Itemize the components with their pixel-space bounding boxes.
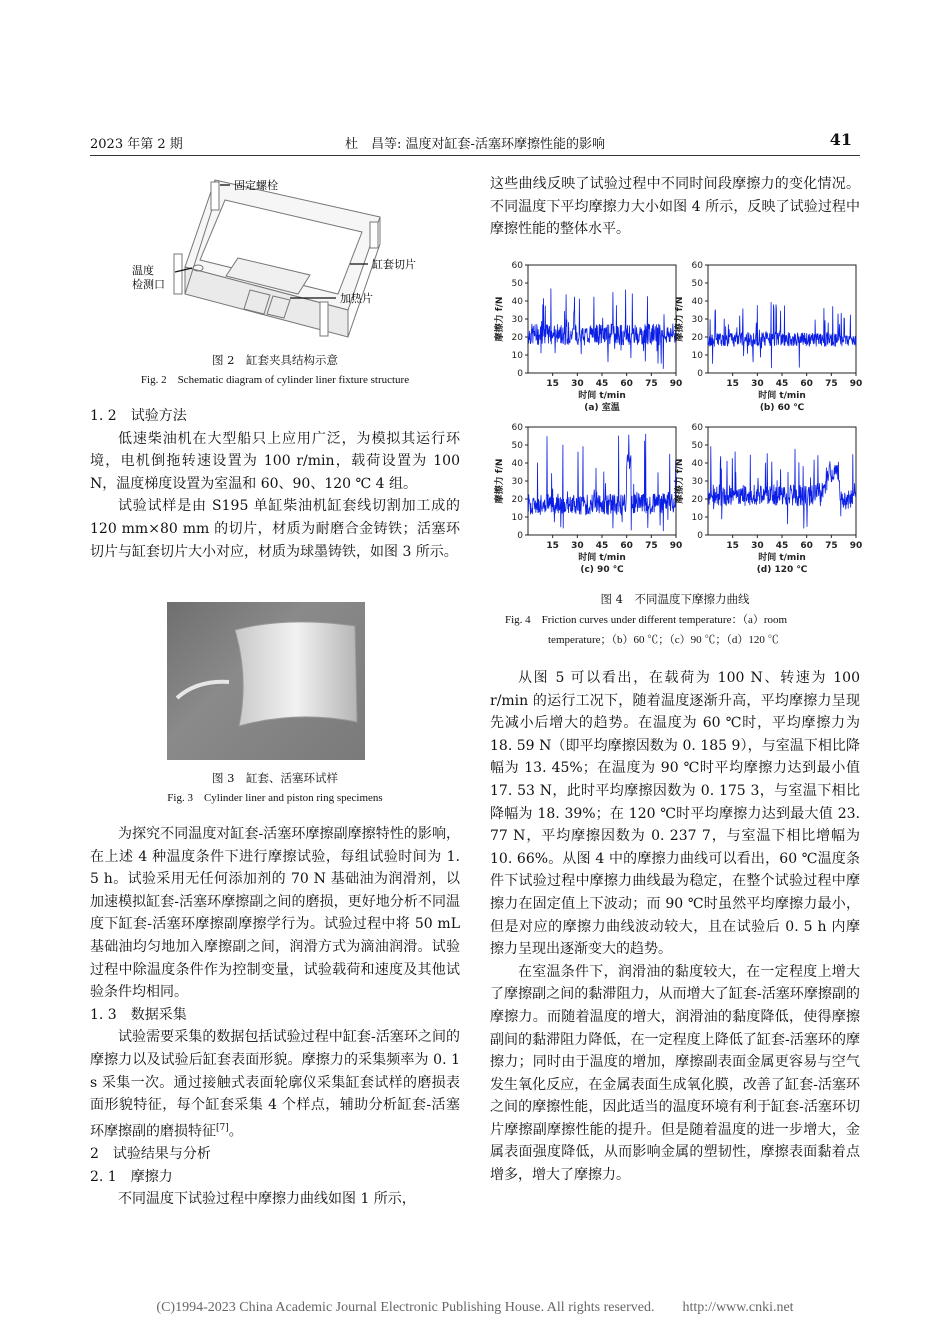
x-tick-label: 60 xyxy=(620,541,633,551)
x-tick-label: 15 xyxy=(726,379,739,389)
x-tick-label: 30 xyxy=(751,541,764,551)
plot-frame xyxy=(708,427,856,535)
plot-frame xyxy=(528,265,676,373)
fig4-caption-en-2: temperature；（b）60 ℃；（c）90 ℃；（d）120 ℃ xyxy=(548,634,779,646)
running-title: 杜 昌等: 温度对缸套-活塞环摩擦性能的影响 xyxy=(345,137,605,152)
y-axis-label: 摩擦力 f/N xyxy=(675,458,685,504)
y-tick-label: 40 xyxy=(691,297,703,307)
x-tick-label: 90 xyxy=(849,541,863,551)
fig2-caption-cn: 图 2 缸套夹具结构示意 xyxy=(212,353,338,367)
right-column-top xyxy=(490,173,860,241)
y-tick-label: 50 xyxy=(511,441,523,451)
x-tick-label: 45 xyxy=(595,379,609,389)
x-tick-label: 75 xyxy=(825,541,838,551)
y-tick-label: 30 xyxy=(511,315,523,325)
y-tick-label: 10 xyxy=(691,513,703,523)
y-tick-label: 0 xyxy=(697,531,703,541)
x-tick-label: 90 xyxy=(669,379,683,389)
x-tick-label: 75 xyxy=(645,379,658,389)
left-column-bottom xyxy=(90,823,460,1211)
x-tick-label: 45 xyxy=(775,541,789,551)
x-axis-label: 时间 t/min xyxy=(758,391,806,401)
x-tick-label: 75 xyxy=(825,379,838,389)
label-bolt: 固定螺栓 xyxy=(234,179,278,192)
y-tick-label: 30 xyxy=(691,315,703,325)
left-column-top xyxy=(90,405,460,563)
fig4-caption-cn: 图 4 不同温度下摩擦力曲线 xyxy=(600,592,750,606)
x-tick-label: 60 xyxy=(800,541,813,551)
panel-label: (d) 120 ℃ xyxy=(756,565,808,575)
x-tick-label: 30 xyxy=(571,379,584,389)
paragraph: 从图 5 可以看出，在载荷为 100 N、转速为 100 r/min 的运行工况下，随着温度逐渐升高，平均摩擦力呈现先减小后增大的趋势。在温度为 60 ℃时，平均摩擦力为 18. 59 N（即平均摩擦因数为 0. 185 9），与室温下相比降幅为 13. 45%；在温度为 90 ℃时平均摩擦力达到最小值 17. 53 N，此时平均摩擦因数为 0. 175 3，与室温下相比降幅为 18. 39%；在 120 ℃时平均摩擦力达到最大值 23. 77 N，平均摩擦因数为 0. 237 7，与室温下相比增幅为 10. 66%。从图 4 中的摩擦力曲线可以看出，60 ℃温度条件下试验过程中摩擦力曲线最为稳定，在整个试验过程中摩擦力在固定值上下波动；而 90 ℃时虽然平均摩擦力最小，但是对应的摩擦力曲线波动较大，且在试验后 0. 5 h 内摩擦力呈现出逐渐变大的趋势。 xyxy=(490,670,860,958)
panel-label: (c) 90 ℃ xyxy=(580,565,624,575)
y-tick-label: 10 xyxy=(691,351,703,361)
y-tick-label: 50 xyxy=(691,441,703,451)
section-1-2-heading: 1. 2 试验方法 xyxy=(90,408,187,424)
label-temp-port-2: 检测口 xyxy=(132,278,165,291)
x-tick-label: 45 xyxy=(775,379,789,389)
x-tick-label: 45 xyxy=(595,541,609,551)
copyright-footer: (C)1994-2023 China Academic Journal Electronic Publishing House. All rights reserved. http://www.cnki.net xyxy=(156,1300,794,1315)
label-temp-port-1: 温度 xyxy=(132,264,154,277)
y-axis-label: 摩擦力 f/N xyxy=(495,458,505,504)
panel-label: (a) 室温 xyxy=(584,403,620,413)
plot-frame xyxy=(528,427,676,535)
x-axis-label: 时间 t/min xyxy=(758,553,806,563)
paragraph: 这些曲线反映了试验过程中不同时间段摩擦力的变化情况。不同温度下平均摩擦力大小如图 4 所示，反映了试验过程中摩擦性能的整体水平。 xyxy=(490,176,860,238)
x-tick-label: 30 xyxy=(751,379,764,389)
x-tick-label: 15 xyxy=(546,541,559,551)
y-tick-label: 20 xyxy=(511,495,523,505)
specimen-photo xyxy=(167,602,365,760)
friction-series-line xyxy=(528,434,676,531)
y-tick-label: 60 xyxy=(691,423,703,433)
paragraph-with-ref: 试验需要采集的数据包括试验过程中缸套-活塞环之间的摩擦力以及试验后缸套表面形貌。摩擦力的采集频率为 0. 1 s 采集一次。通过接触式表面轮廓仪采集缸套试样的磨损表面形貌特征，每个缸套采集 4 个样点，辅助分析缸套-活塞环摩擦副的磨损特征[7]。 xyxy=(90,1029,460,1140)
panel-label: (b) 60 ℃ xyxy=(759,403,805,413)
fig3-caption-en: Fig. 3 Cylinder liner and piston ring specimens xyxy=(167,792,383,804)
x-tick-label: 75 xyxy=(645,541,658,551)
friction-series-line xyxy=(708,302,856,368)
y-tick-label: 60 xyxy=(691,261,703,271)
y-tick-label: 0 xyxy=(517,531,523,541)
y-tick-label: 40 xyxy=(511,297,523,307)
friction-series-line xyxy=(708,446,856,528)
paragraph: 不同温度下试验过程中摩擦力曲线如图 1 所示， xyxy=(118,1191,416,1208)
y-tick-label: 0 xyxy=(517,369,523,379)
y-tick-label: 40 xyxy=(691,459,703,469)
section-2-heading: 2 试验结果与分析 xyxy=(90,1145,211,1162)
section-1-3-heading: 1. 3 数据采集 xyxy=(90,1006,187,1023)
label-heater: 加热片 xyxy=(340,292,373,305)
friction-series-line xyxy=(528,289,676,369)
x-tick-label: 15 xyxy=(546,379,559,389)
page-number: 41 xyxy=(829,130,852,149)
x-tick-label: 90 xyxy=(669,541,683,551)
x-tick-label: 60 xyxy=(620,379,633,389)
y-tick-label: 60 xyxy=(511,261,523,271)
y-tick-label: 50 xyxy=(691,279,703,289)
x-tick-label: 30 xyxy=(571,541,584,551)
section-2-1-heading: 2. 1 摩擦力 xyxy=(90,1168,173,1185)
header-rule xyxy=(90,155,860,156)
y-tick-label: 60 xyxy=(511,423,523,433)
paragraph: 低速柴油机在大型船只上应用广泛，为模拟其运行环境，电机倒拖转速设置为 100 r/min，载荷设置为 100 N，温度梯度设置为室温和 60、90、120 ℃ 4 组。 xyxy=(90,430,460,492)
y-tick-label: 30 xyxy=(511,477,523,487)
y-tick-label: 10 xyxy=(511,351,523,361)
paragraph: 在室温条件下，润滑油的黏度较大，在一定程度上增大了摩擦副之间的黏滞阻力，从而增大了缸套-活塞环摩擦副的摩擦力。而随着温度的增大，润滑油的黏度降低，使得摩擦副间的黏滞阻力降低，在一定程度上降低了缸套-活塞环的摩擦力；同时由于温度的增加，摩擦副表面金属更容易与空气发生氧化反应，在金属表面生成氧化膜，改善了缸套-活塞环之间的摩擦性能，因此适当的温度环境有利于缸套-活塞环切片摩擦副摩擦性能的提升。但是随着温度的进一步增大，金属表面强度降低，从而影响金属的塑韧性，摩擦表面黏着点增多，增大了摩擦力。 xyxy=(490,963,860,1184)
right-column-bottom xyxy=(490,667,860,1187)
fig4-caption-en-1: Fig. 4 Friction curves under different temperature：（a）room xyxy=(505,614,788,626)
y-tick-label: 10 xyxy=(511,513,523,523)
citation: [7] xyxy=(216,1122,229,1133)
y-tick-label: 20 xyxy=(511,333,523,343)
y-axis-label: 摩擦力 f/N xyxy=(675,296,685,342)
y-tick-label: 30 xyxy=(691,477,703,487)
issue-label: 2023 年第 2 期 xyxy=(90,137,183,152)
fig2-caption-en: Fig. 2 Schematic diagram of cylinder liner fixture structure xyxy=(140,374,410,386)
paragraph: 为探究不同温度对缸套-活塞环摩擦副摩擦特性的影响，在上述 4 种温度条件下进行摩擦试验，每组试验时间为 1. 5 h。试验采用无任何添加剂的 70 N 基础油为润滑剂，以加速模拟缸套-活塞环摩擦副之间的磨损，更好地分析不同温度下缸套-活塞环摩擦副摩擦学行为。试验过程中将 50 mL 基础油均匀地加入摩擦副之间，润滑方式为滴油润滑。试验过程中除温度条件作为控制变量，试验载荷和速度及其他试验条件均相同。 xyxy=(90,826,460,1001)
x-tick-label: 60 xyxy=(800,379,813,389)
y-tick-label: 40 xyxy=(511,459,523,469)
y-tick-label: 50 xyxy=(511,279,523,289)
y-tick-label: 0 xyxy=(697,369,703,379)
paragraph: 试验试样是由 S195 单缸柴油机缸套线切割加工成的 120 mm×80 mm 的切片，材质为耐磨合金铸铁；活塞环切片与缸套切片大小对应，材质为球墨铸铁，如图 3 所示。 xyxy=(90,498,460,560)
x-tick-label: 15 xyxy=(726,541,739,551)
y-tick-label: 20 xyxy=(691,495,703,505)
fixture-diagram xyxy=(130,172,460,344)
y-axis-label: 摩擦力 f/N xyxy=(495,296,505,342)
x-axis-label: 时间 t/min xyxy=(578,391,626,401)
friction-curves-chart xyxy=(490,255,863,590)
label-liner-slice: 缸套切片 xyxy=(372,258,416,271)
x-tick-label: 90 xyxy=(849,379,863,389)
fig3-caption-cn: 图 3 缸套、活塞环试样 xyxy=(212,771,338,785)
y-tick-label: 20 xyxy=(691,333,703,343)
plot-frame xyxy=(708,265,856,373)
x-axis-label: 时间 t/min xyxy=(578,553,626,563)
